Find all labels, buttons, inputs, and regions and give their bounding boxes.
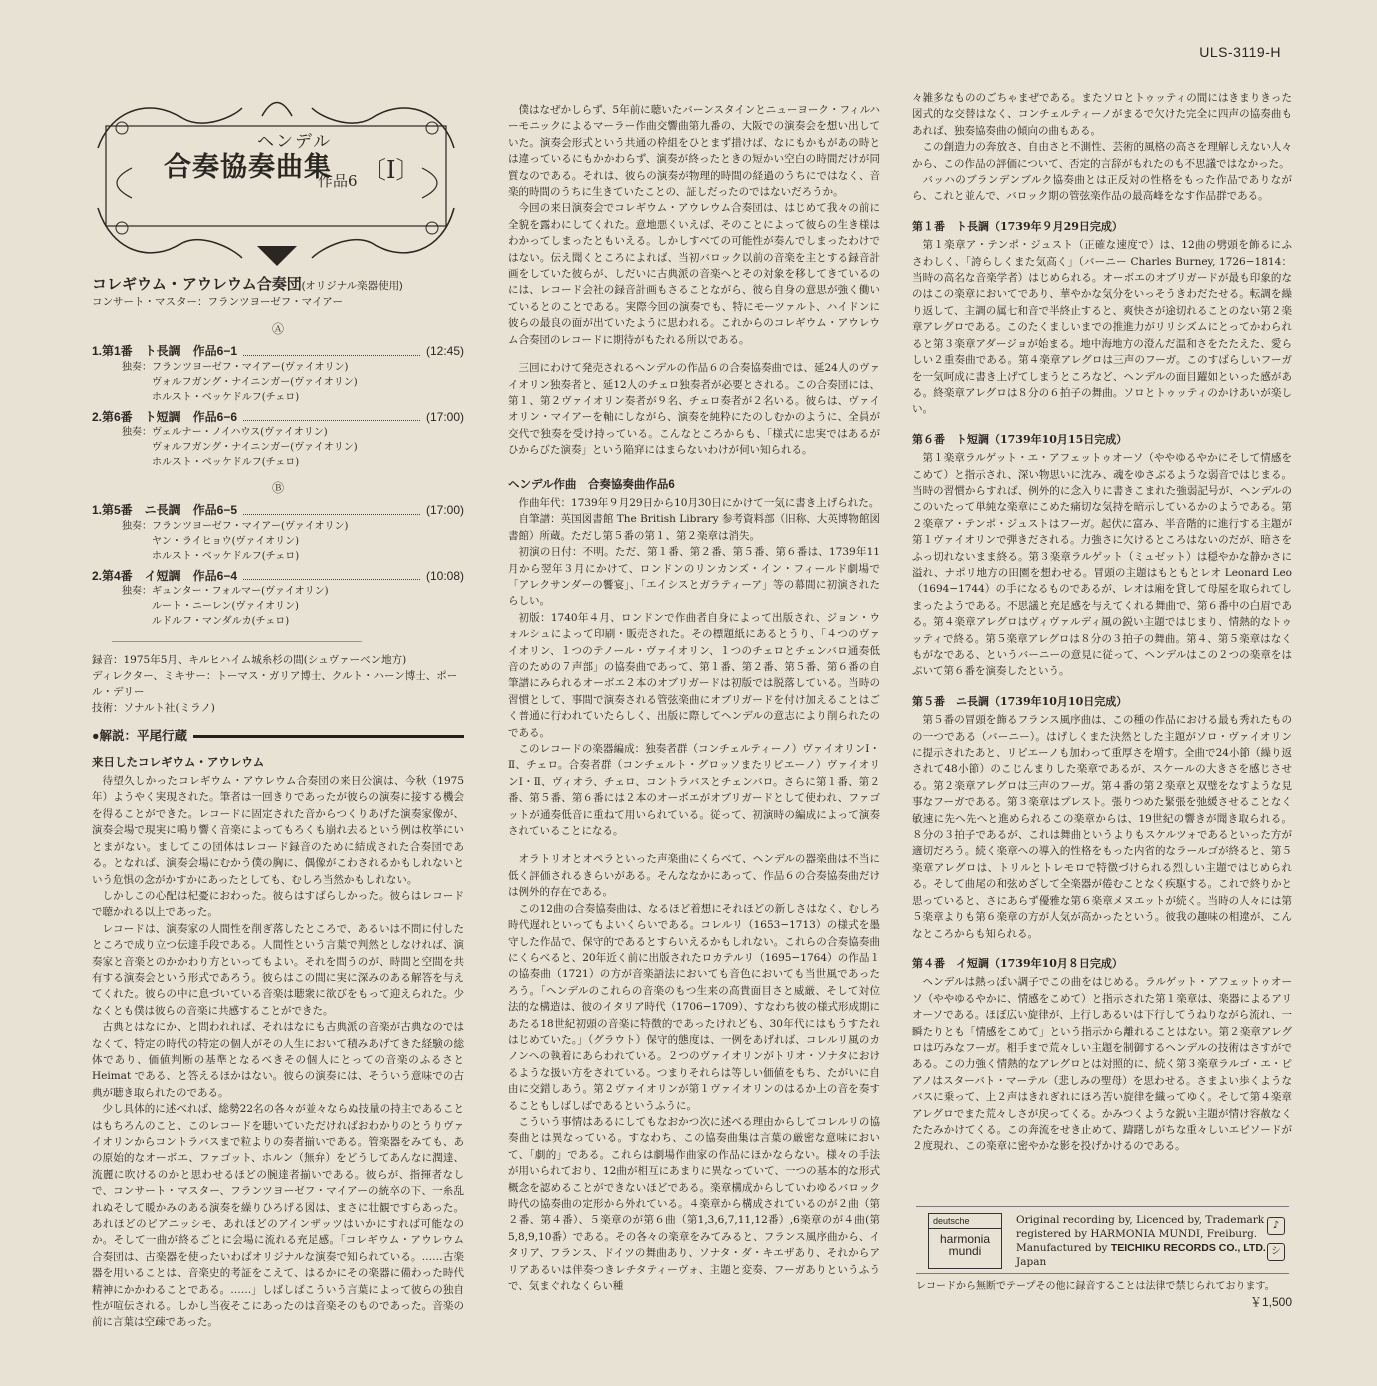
soloist: ヴォルフガング・ナイニンガー(ヴァイオリン): [152, 376, 358, 388]
credit-line: Original recording by, Licenced by, Trademark: [1016, 1214, 1265, 1226]
soloist: 独奏：フランツヨーゼフ・マイアー(ヴァイオリン): [122, 520, 349, 532]
paragraph: 作曲年代：1739年９月29日から10月30日にかけて一気に書き上げられた。: [518, 496, 880, 509]
column-3: [912, 90, 1292, 1155]
soloist: ホルスト・ベッケドルフ(チェロ): [152, 457, 300, 469]
soloist: ホルスト・ベッケドルフ(チェロ): [152, 550, 300, 562]
section-heading: 第６番 ト短調（1739年10月15日完成）: [912, 432, 1128, 446]
track-2: [92, 409, 464, 470]
paragraph: このレコードの楽器編成：独奏者群（コンチェルティーノ）ヴァイオリンⅠ・Ⅱ、チェロ。合奏者群（コンチェルト・グロッソまたリピエーノ）ヴァイオリンⅠ・Ⅱ、ヴィオラ、チェロ、コントラバスとチェンバロ。さらに第１番、第２番、第５番、第６番には２本のオーボエがオブリガードとして使われ、ファゴットが通奏低音に重ねて用いられている。従って、初演時の編成によって演奏されていることになる。: [508, 743, 880, 838]
soloist: ホルスト・ベッケドルフ(チェロ): [152, 391, 300, 403]
paragraph: 古典とはなにか、と問われれば、それはなにも古典派の音楽が古典なのではなくて、特定の時代の特定の個人がその人生において積みあげてきた経験の総体であり、価値判断の基準となるべきその個人にとっての音楽のふるさと Heimat である、と答えるほかはない。彼らの演奏には、そういう意味での古典が聴き取られたのである。: [92, 1021, 464, 1099]
logo-name: harmonia mundi: [939, 1232, 991, 1258]
paragraph: 第１楽章ア・テンポ・ジュスト（正確な速度で）は、12曲の劈頭を飾るにふさわしく、「誇らしくまた気高く」（バーニー Charles Burney, 1726−1814：当時の高名な音楽学者）はじめられる。オーボエのオブリガードが最も印象的なのはこの楽章においてであり、華やかな気分をいっそうきわだたせる。転調を繰り返して、主調の属七和音で半終止すると、爽快さが途切れることのない第２楽章アレグロである。このたくましいまでの推進力がリリシズムにとってかわられると第３楽章アダージョが始まる。地中海地方の澄んだ温和さをたたえた、愛らしい２重奏曲である。第４楽章アレグロは三声のフーガ。このすばらしいフーガを一気呵成に書き上げてしまうところなど、ヘンデルの面目躍如といった感がある。終楽章アレグロは８分の６拍子の舞曲。ソロとトゥッティのかけあいが楽しい。: [912, 239, 1292, 416]
album-title: 合奏協奏曲集: [164, 152, 332, 183]
track-time: (10:08): [425, 568, 464, 583]
track-time: (12:45): [425, 344, 464, 359]
recording-info: [92, 652, 464, 716]
section-heading: 来日したコレギウム・アウレウム: [92, 756, 265, 769]
soloist: ヤン・ライヒョウ(ヴァイオリン): [152, 535, 300, 547]
soloist: ヴォルフガング・ナイニンガー(ヴァイオリン): [152, 442, 358, 454]
paragraph: レコードは、演奏家の人間性を削ぎ落したところで、あるいは不問に付したところで成り立つ伝達手段である。人間性という言葉で判然としなければ、演奏家と音楽とのかかわり方といってもよい。それを問うのが、時間と空間を共有する演奏会という形式であろう。彼らはこの間に実に深みのある解答を与えてくれた。彼らの中に息づいている音楽は聴衆に欲びをもって迎えられた。少なくとも僕は彼らの音楽に共感することができた。: [92, 922, 464, 1017]
track-1: [92, 343, 464, 404]
divider: [112, 641, 362, 642]
soloist: 独奏：ヴェルナー・ノイハウス(ヴァイオリン): [122, 427, 328, 439]
paragraph: 三回にわけて発売されるヘンデルの作品６の合奏協奏曲では、延24人のヴァイオリン独奏者と、延12人のチェロ独奏者が必要とされる。この合奏団には、第１、第２ヴァイオリン奏者が９名、チェロ奏者が２名いる。彼らは、ヴァイオリン・マイアーを軸にしながら、演奏を純粋にたのしむかのように、全員が交代で独奏を受け持っている。こんなところからも、「様式に忠実ではあるがひからびた演奏」という陥穽にはまらないわけが伺い知られる。: [508, 362, 880, 457]
track-time: (17:00): [425, 409, 464, 424]
paragraph: バッハのブランデンブルク協奏曲とは正反対の性格をもった作品でありながら、これと並んで、バロック期の管弦楽作品の最高峰をなす作品群である。: [912, 174, 1292, 203]
paragraph: 僕はなぜかしらず、5年前に聴いたバーンスタインとニューヨーク・フィルハーモニックによるマーラー作曲交響曲第九番の、大阪での演奏会を想い出していた。演奏会形式という共通の枠組をひとまず措けば、なにもかもがあの時とは違っているにもかかわらず、演奏が終ったときの短かい空白の時間だけが同質なのである。それは、彼らの演奏が物理的時間の経過のうちにではなく、音楽的時間のうちに生きていたことの、証しだったのではないだろうか。: [508, 104, 880, 199]
price: ￥1,500: [1250, 1295, 1293, 1309]
ensemble-note: (オリジナル楽器使用): [301, 280, 403, 292]
paragraph: オラトリオとオペラといった声楽曲にくらべて、ヘンデルの器楽曲は不当に低く評価されるきらいがある。そんななかにあって、作品６の合奏協奏曲だけは例外的存在である。: [508, 853, 880, 899]
section-heading: 第１番 ト長調（1739年９月29日完成）: [912, 219, 1123, 233]
composer-name: ヘンデル: [257, 132, 333, 152]
side-a-marker: Ⓐ: [271, 321, 284, 336]
section-heading: ヘンデル作曲 合奏協奏曲作品6: [508, 478, 675, 491]
recording-line: 技術：ソナルト社(ミラノ): [92, 702, 215, 715]
logo-top: deutsche: [929, 1214, 1001, 1229]
paragraph: しかしこの心配は杞憂におわった。彼らはすばらしかった。彼らはレコードで聴かれる以上であった。: [92, 889, 464, 919]
shi-icon: シ: [1267, 1243, 1285, 1261]
paragraph: 第５番の冒頭を飾るフランス風序曲は、この種の作品における最も秀れたものの一つである（バーニー）。はげしくまた決然とした主題がソロ・ヴァイオリンに提示されたあと、リピエーノも加わって重厚さを増す。全曲で24小節（繰り返されて48小節）のこじんまりした楽章であるが、スケールの大きさを感じさせる。第２楽章アレグロは三声のフーガ。第４番の第２楽章と双璧をなすような見事なフーガである。第３楽章はプレスト。張りつめた緊張を弛緩させることなく敏速に先へ先へと進められるこの楽章からは、19世紀の響きが聞き取られる。８分の３拍子であるが、これは舞曲というよりもスケルツォであるといった方が適切だろう。続く楽章への導入的性格をもった内省的なラールゴが終ると、第５楽章アレグロは、トリルとトレモロで特徴づけられる烈しい主題ではじめられる。そして曲尾の和弦めざして全楽器が倦むことなく疾駆する。これで終りかと思っていると、さにあらず優雅な第６楽章メヌエットが続く。当時の人々には第５楽章よりも第６楽章の方が人気が高かったという。彼我の趣味の相違が、こんなところからも知られる。: [912, 714, 1292, 940]
paragraph: 々雑多なもののごちゃまぜである。またソロとトゥッティの間にはきまりきった図式的な交替はなく、コンチェルティーノがまるで欠けた完全に四声の協奏曲もあれば、独奏協奏曲の傾向の曲もある。: [912, 92, 1292, 137]
harmonia-mundi-logo: [928, 1213, 1002, 1269]
paragraph: この12曲の合奏協奏曲は、なるほど着想にそれほどの新しさはなく、むしろ時代遅れといってもよいくらいである。コレルリ（1653−1713）の様式を墨守した作品で、保守的であるとすらいえるかもしれない。これらの合奏協奏曲にくらべると、20年近く前に出版されたロカテルリ（1695−1764）の作品１の協奏曲（1721）の方が音楽語法においても音色においても当世風であったろう。「ヘンデルのこれらの音楽のもつ生来の高貴面目さと威厳、そして対位法的な構造は、彼のイタリア時代（1706−1709）、すなわち彼の様式形成期にあたる18世紀初頭の音楽に特徴的であったけれども、30年代にはもうすたれはじめていた。」（グラウト）保守的態度は、一例をあげれば、コレルリ風のカノンへの執着にあらわれている。２つのヴァイオリンがトリオ・ソナタにおけるような扱い方をされている。つまりそれらは等しい価値をもち、たがいに自由に交錯しあう。第２ヴァイオリンが第１ヴァイオリンのはるか上の音を奏することもしばしばであるというふうに。: [508, 902, 880, 1112]
soloist: ルドルフ・マンダルカ(チェロ): [152, 616, 290, 628]
ensemble-name: コレギウム・アウレウム合奏団(オリジナル楽器使用): [92, 276, 403, 293]
section-heading: 第４番 イ短調（1739年10月８日完成）: [912, 956, 1123, 970]
column-2: [508, 102, 880, 1294]
track-time: (17:00): [425, 503, 464, 518]
copyright-warning: レコードから無断でテープその他に録音することは法律で禁じられております。: [916, 1281, 1275, 1292]
track-title: 2.第6番 ト短調 作品6−6: [92, 409, 238, 424]
section-heading: 第５番 ニ長調（1739年10月10日完成）: [912, 694, 1128, 708]
credit-line: Manufactured by TEICHIKU RECORDS CO., LTD. Japan: [1016, 1242, 1266, 1268]
track-4: [92, 568, 464, 629]
soloist: ルート・ニーレン(ヴァイオリン): [152, 601, 299, 613]
track-title: 2.第4番 イ短調 作品6−4: [92, 568, 238, 583]
soloist: 独奏：ギュンター・フォルマー(ヴァイオリン): [122, 586, 329, 598]
volume-label: 〔I〕: [362, 156, 420, 184]
manufacturer: TEICHIKU RECORDS CO., LTD.: [1110, 1242, 1266, 1254]
paragraph: 第１楽章ラルゲット・エ・アフェットゥオーソ（ややゆるやかにそして情感をこめて）と指示され、深い物思いに沈み、魂をゆさぶるような弱音ではじまる。当時の習慣からすれば、例外的に念入りに書きこまれた強弱記号が、ヘンデルのこのいたって単純な楽章にこめた痛切な気持を暗示しているかのようである。第２楽章ア・テンポ・ジュストはフーガ。起伏に富み、半音階的に進行する主題が第１ヴァイオリンで弾きだされる。力強さに欠けるところはないのだが、暗さをふっ切れないまま終る。第３楽章ラルゲット（ミュゼット）は穏やかな静かさに溢れ、ナポリ地方の田園を想わせる。冒頭の主題はもともとレオ Leonard Leo（1694−1744）の手になるものであるが、レオは廂を貸して母屋を取られてしまったようである。不思議と充足感を与えてくれる舞曲で、第６番中の白眉である。第４楽章アレグロはヴィヴァルディ風の鋭い主題ではじまり、情熱的なトゥッティで終る。第５楽章アレグロは８分の３拍子の舞曲。第４、第５楽章はなくもがなである、というバーニーの意見に従って、ヘンデルはこの２つの楽章をはぶいて第６番を演奏したという。: [912, 452, 1292, 678]
soloist: 独奏：フランツヨーゼフ・マイアー(ヴァイオリン): [122, 361, 349, 373]
label-badge: [916, 1206, 1289, 1274]
paragraph: 少し具体的に述べれば、総勢22名の各々が並々ならぬ技量の持主であることはもちろんのこと、このレコードを聴いていただければおわかりのとうりヴァイオリンからコントラバスまで粒よりの奏者揃いである。管楽器をみても、あの原始的なオーボエ、ファゴット、ホルン（無弁）をどうしてあんなに潤達、流麗に吹けるのかと思わせるほどの腕達者揃いである。彼らが、指揮者なしで、コンサート・マスター、フランツヨーゼフ・マイアーの統卒の下、一糸乱れぬそして暖かみのある演奏を繰りひろげる図は、まさに壮観ですらあった。あれほどのピアニッシモ、あれほどのアインザッツはいかにすれば可能なのか。そして一曲が終るごとに会場に流れる充足感。「コレギウム・アウレウム合奏団は、古楽器を使ったいわばオリジナルな演奏で知られている。……古楽器を用いることは、音楽史的考証をこえて、はるかにその楽器に備わった時代精神にかかわることである。……」しばしばこういう言葉によって彼らの独自性が喧伝される。しかし当夜そこにあったのは音楽そのものであった。音楽の前に言葉は空疎であった。: [92, 1103, 464, 1329]
recording-line: ディレクター、ミキサー：トーマス・ガリア博士、クルト・ハーン博士、ポール・デリー: [92, 670, 458, 699]
side-b-marker: Ⓑ: [271, 481, 284, 496]
notes-heading: ●解説：平尾行蔵: [92, 728, 464, 744]
paragraph: こういう事情はあるにしてもなおかつ次に述べる理由からしてコレルリの協奏曲とは異なっている。すなわち、この協奏曲集は言葉の厳密な意味において、「劇的」である。これらは劇場作曲家の作品にほかならない。様々の手法が用いられており、12曲が相互にあまりに異なっていて、一つの基本的な形式概念を認めることができないほどである。楽章構成からしていわゆるバロック時代の協奏曲の定形から外れている。４楽章から構成されているのが２曲（第２番、第４番）、５楽章のが第６曲（第1,3,6,7,11,12番）,6楽章のが４曲(第5,8,9,10番）である。その各々の楽章をみてみると、フランス風序曲から、イタリア、フランス、ドイツの舞曲あり、ソナタ・ダ・キエザあり、それからアリアあるいは伴奏つきレチタティーヴォ、主題と変奏、フーガありというふうで、気まぐれなくらい種: [508, 1115, 880, 1293]
mark-icon: ♪: [1267, 1217, 1285, 1235]
recording-line: 録音：1975年5月、キルヒハイム城糸杉の間(シュヴァーベン地方): [92, 654, 407, 667]
concertmaster: コンサート・マスター：フランツヨーゼフ・マイアー: [92, 296, 343, 309]
paragraph: 今回の来日演奏会でコレギウム・アウレウム合奏団は、はじめて我々の前に全貌を露わにしてくれた。意地悪くいえば、そのことによって彼らの生き様はわかってしまったともいえる。しかしすべての可能性が奏んでしまったわけではない。伝え聞くところによれば、当初バロック以前の音楽を主とする録音計画をしていた彼らが、しだいに古典派の音楽へとその対象を移してきているのには、レコード会社の録音計画もさることながら、彼ら自身の意思が強く働いているとのことである。実際今回の演奏でも、特にモーツァルト、ハイドンに彼らの最良の面が出ていたように思われる。これからのコレギウム・アウレウム合奏団のレコードに期待がもたれる所以である。: [508, 202, 880, 346]
track-title: 1.第1番 ト長調 作品6−1: [92, 344, 238, 359]
credit-line: registered by HARMONIA MUNDI, Freiburg.: [1016, 1228, 1258, 1240]
track-title: 1.第5番 ニ長調 作品6−5: [92, 503, 238, 518]
catalog-number: ULS-3119-H: [1199, 44, 1281, 60]
paragraph: この創造力の奔放さ、自由さと不測性、芸術的風格の高さを理解しえない人々から、この作品の評価について、否定的言辞がもれたのも不思議ではなかった。: [912, 141, 1292, 170]
credit-text: [1016, 1213, 1289, 1269]
title-frame: [92, 88, 464, 273]
opus-label: 作品6: [318, 172, 358, 190]
paragraph: ヘンデルは熱っぽい調子でこの曲をはじめる。ラルゲット・アフェットゥオーソ（ややゆるやかに、情感をこめて）と指示された第１楽章は、楽器によるアリオーソである。ほぼ広い旋律が、上行しあるいは下行してうねりながら流れ、一瞬たりとも「情感をこめて」という指示から離れることはない。第２楽章アレグロは巧みなフーガ。相手まで荒々しい主題を制御するヘンデルの技術はさすがである。この力強く情熱的なアレグロとは対照的に、続く第３楽章ラルゴ・エ・ピアノはスターバト・マーテル（悲しみの聖母）を思わせる。さまよい歩くようなバスに乗って、上２声はきれぎれにほろ苦い旋律を織ってゆく。そして第４楽章アレグロでまた荒々しさが戻ってくる。かみつくような鋭い主題が情け容赦なくたたみかけてくる。この奔流をせき止めて、躊躇しがちな重々しいエピソードが２度現れ、この楽章に密やかな影を投げかけるのである。: [912, 976, 1292, 1153]
track-3: [92, 502, 464, 563]
paragraph: 初演の日付：不明。ただ、第１番、第２番、第５番、第６番は、1739年11月から翌年３月にかけて、ロンドンのリンカンズ・イン・フィールド劇場で「アレクサンダーの饗宴」、「エイシスとガラティーア」等の幕間に初演されたらしい。: [508, 546, 880, 608]
paragraph: 初版：1740年４月、ロンドンで作曲者自身によって出版され、ジョン・ウォルシュによって印刷・販売された。その標題紙にあるとうり、「４つのヴァイオリン、１つのテノール・ヴァイオリン、１つのチェロとチェンバロ通奏低音のための７声部」の協奏曲であって、第１番、第２番、第５番、第６番の自筆譜にみられるオーボエ２本のオブリガードは初版では脱落している。当時の習慣として、事間で演奏される管弦楽曲にオブリガードを付け加えることはごく普通に行われていたらしく、出版に際してヘンデルの意志により削られたのである。: [508, 611, 880, 739]
paragraph: 待望久しかったコレギウム・アウレウム合奏団の来日公演は、今秋（1975年）ようやく実現された。筆者は一回きりであったが彼らの演奏に接する機会を得ることができた。レコードに固定された音からつくりあげた演奏家像が、演奏会場で現実に鳴り響く音楽によってもろくも崩れ去るという例は枚挙にいとまがない。ましてこの団体はレコード録音のために結成された合奏団である。となれば、演奏会場にむかう僕の胸に、偶像がこわされるかもしれないという危惧の念がかすかにあったとしても、むしろ当然かもしれない。: [92, 775, 464, 886]
paragraph: 自筆譜：英国図書館 The British Library 参考資料部（旧称、大英博物館図書館）所蔵。ただし第５番の第１、第２楽章は消失。: [508, 513, 880, 542]
column-1: [92, 88, 464, 1331]
